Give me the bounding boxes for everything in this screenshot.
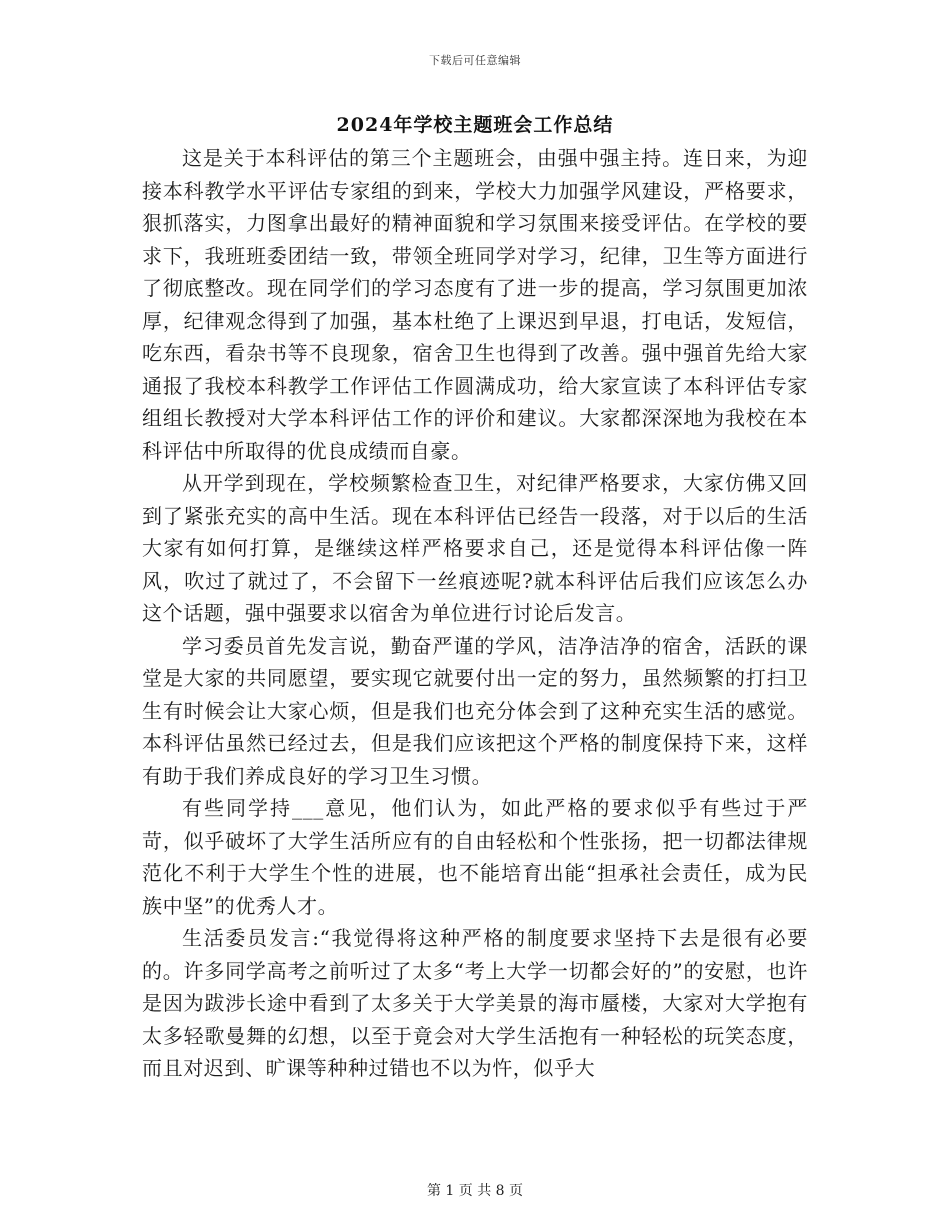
page-number: 第 1 页 共 8 页 (426, 1183, 524, 1199)
document-title: 2024年学校主题班会工作总结 (336, 114, 614, 136)
paragraph-4: 有些同学持___意见，他们认为，如此严格的要求似乎有些过于严苛，似乎破坏了大学生活所应有的自由轻松和个性张扬，把一切都法律规范化不利于大学生个性的进展，也不能培育出能“担承社会责任，成为民族中坚”的优秀人才。 (142, 796, 808, 918)
paragraph-3: 学习委员首先发言说，勤奋严谨的学风，洁净洁净的宿舍，活跃的课堂是大家的共同愿望，要实现它就要付出一定的努力，虽然频繁的打扫卫生有时候会让大家心烦，但是我们也充分体会到了这种充实生活的感觉。本科评估虽然已经过去，但是我们应该把这个严格的制度保持下来，这样有助于我们养成良好的学习卫生习惯。 (142, 633, 808, 788)
document-body (142, 142, 808, 1085)
paragraph-1: 这是关于本科评估的第三个主题班会，由强中强主持。连日来，为迎接本科教学水平评估专家组的到来，学校大力加强学风建设，严格要求，狠抓落实，力图拿出最好的精神面貌和学习氛围来接受评估。在学校的要求下，我班班委团结一致，带领全班同学对学习，纪律，卫生等方面进行了彻底整改。现在同学们的学习态度有了进一步的提高，学习氛围更加浓厚，纪律观念得到了加强，基本杜绝了上课迟到早退，打电话，发短信，吃东西，看杂书等不良现象，宿舍卫生也得到了改善。强中强首先给大家通报了我校本科教学工作评估工作圆满成功，给大家宣读了本科评估专家组组长教授对大学本科评估工作的评价和建议。大家都深深地为我校在本科评估中所取得的优良成绩而自豪。 (142, 146, 808, 463)
header-note: 下载后可任意编辑 (429, 54, 521, 67)
paragraph-5: 生活委员发言:“我觉得将这种严格的制度要求坚持下去是很有必要的。许多同学高考之前听过了太多“考上大学一切都会好的”的安慰，也许是因为跋涉长途中看到了太多关于大学美景的海市蜃楼，大家对大学抱有太多轻歌曼舞的幻想，以至于竟会对大学生活抱有一种轻松的玩笑态度，而且对迟到、旷课等种种过错也不以为忤，似乎大 (142, 926, 808, 1080)
paragraph-2: 从开学到现在，学校频繁检查卫生，对纪律严格要求，大家仿佛又回到了紧张充实的高中生活。现在本科评估已经告一段落，对于以后的生活大家有如何打算，是继续这样严格要求自己，还是觉得本科评估像一阵风，吹过了就过了，不会留下一丝痕迹呢?就本科评估后我们应该怎么办这个话题，强中强要求以宿舍为单位进行讨论后发言。 (142, 471, 808, 625)
